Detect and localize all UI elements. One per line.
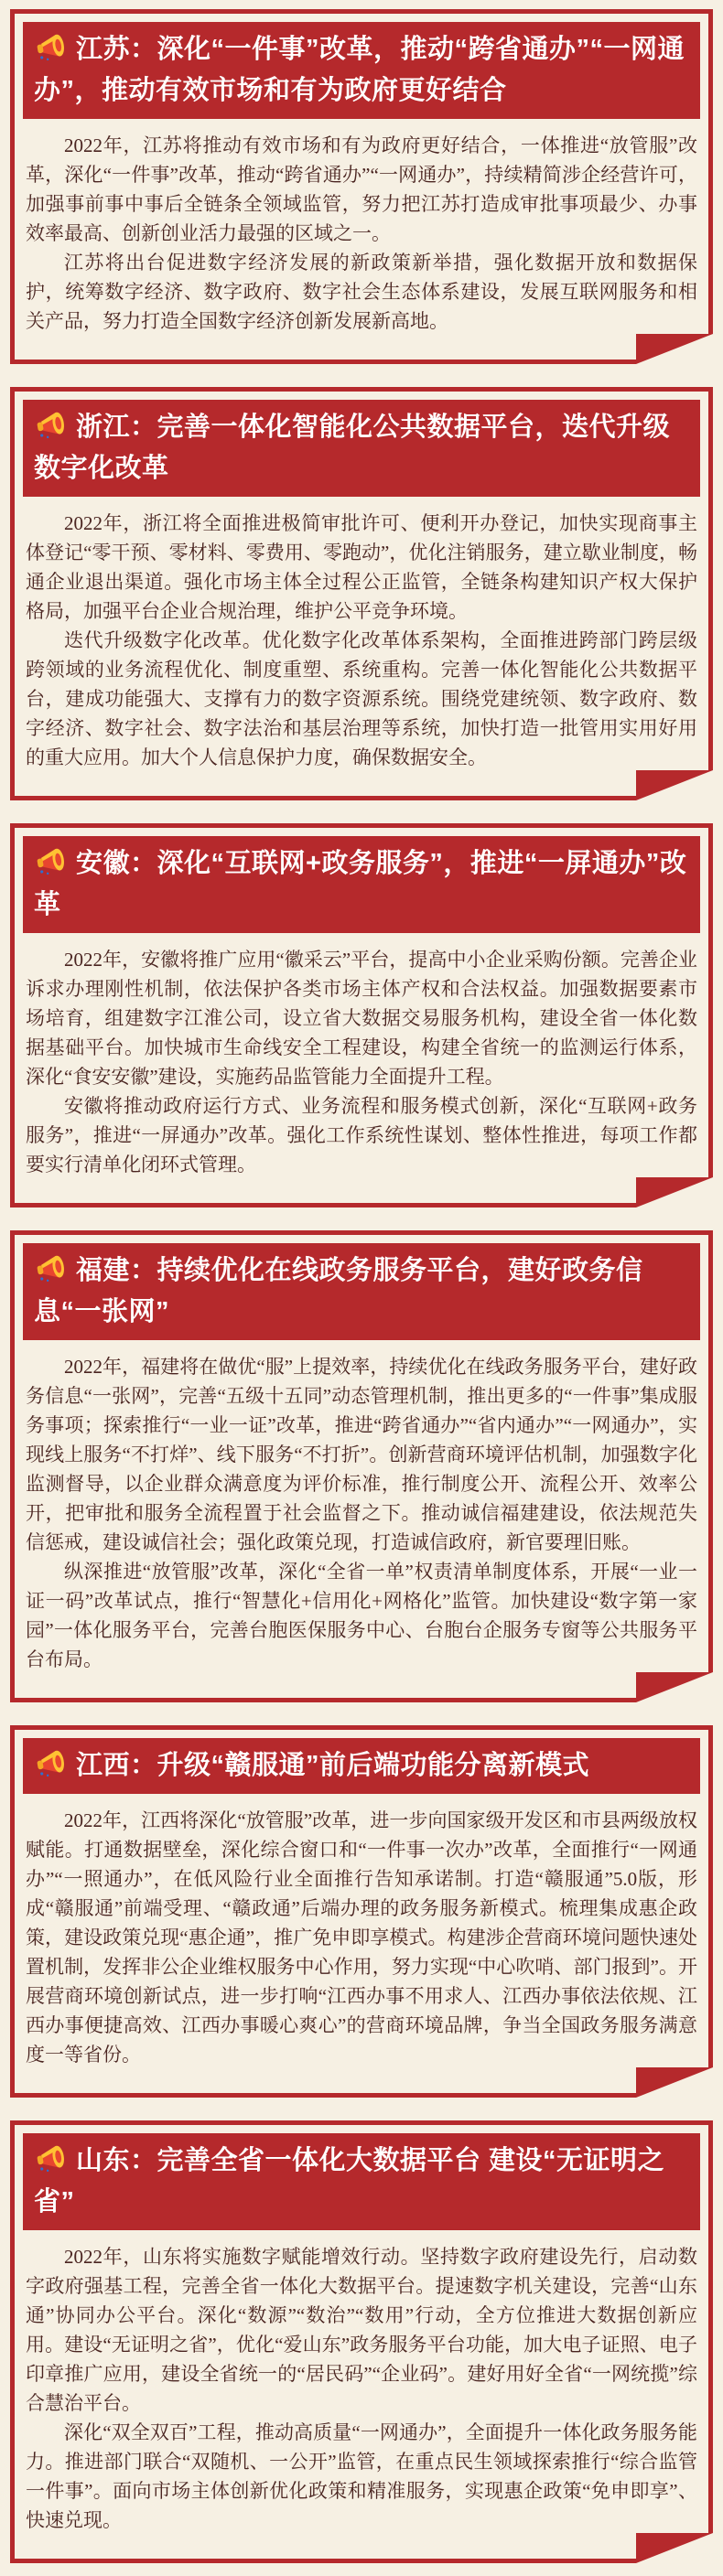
- section-body: [23, 497, 700, 772]
- section-title: 江苏：深化“一件事”改革，推动“跨省通办”“一网通办”，推动有效市场和有为政府更好结合: [34, 35, 685, 105]
- megaphone-icon: [34, 1747, 69, 1780]
- section-body: [23, 2230, 700, 2535]
- section-title: 福建：持续优化在线政务服务平台，建好政务信息“一张网”: [34, 1256, 643, 1326]
- paragraph: 2022年，浙江将全面推进极简审批许可、便利开办登记，加快实现商事主体登记“零干预、零材料、零费用、零跑动”，优化注销服务，建立歇业制度，畅通企业退出渠道。强化市场主体全过程公正监管，全链条构建知识产权大保护格局，加强平台企业合规治理，维护公平竞争环境。: [26, 512, 697, 622]
- section-card-zhejiang: [10, 387, 713, 800]
- section-header: [23, 2133, 700, 2230]
- paragraph: 江苏将出台促进数字经济发展的新政策新举措，强化数据开放和数据保护，统筹数字经济、数字政府、数字社会生态体系建设，发展互联网服务和相关产品，努力打造全国数字经济创新发展新高地。: [26, 252, 697, 332]
- section-card-fujian: [10, 1230, 713, 1702]
- section-card-jiangxi: [10, 1725, 713, 2098]
- section-card-jiangsu: [10, 9, 713, 364]
- section-body: [23, 119, 700, 336]
- folded-corner-decoration: [636, 1177, 713, 1208]
- paragraph: 2022年，江苏将推动有效市场和有为政府更好结合，一体推进“放管服”改革，深化“一件事”改革，推动“跨省通办”“一网通办”，持续精简涉企经营许可，加强事前事中事后全链条全领域监管，努力把江苏打造成审批事项最少、办事效率最高、创新创业活力最强的区域之一。: [26, 134, 697, 244]
- section-header: [23, 400, 700, 497]
- paragraph: 2022年，福建将在做优“服”上提效率，持续优化在线政务服务平台，建好政务信息“一张网”，完善“五级十五同”动态管理机制，推出更多的“一件事”集成服务事项；探索推行“一业一证”改革，推进“跨省通办”“省内通办”“一网通办”，实现线上服务“不打烊”、线下服务“不打折”。创新营商环境评估机制，加强数字化监测督导，以企业群众满意度为评价标准，推行制度公开、流程公开、效率公开，把审批和服务全流程置于社会监督之下。推动诚信福建建设，依法规范失信惩戒，建设诚信社会；强化政策兑现，打造诚信政府，新官要理旧账。: [26, 1356, 697, 1553]
- section-header: [23, 22, 700, 119]
- section-title: 浙江：完善一体化智能化公共数据平台，迭代升级数字化改革: [34, 413, 671, 483]
- megaphone-icon: [34, 845, 69, 878]
- paragraph: 迭代升级数字化改革。优化数字化改革体系架构，全面推进跨部门跨层级跨领域的业务流程优化、制度重塑、系统重构。完善一体化智能化公共数据平台，建成功能强大、支撑有力的数字资源系统。围绕党建统领、数字政府、数字经济、数字社会、数字法治和基层治理等系统，加快打造一批管用实用好用的重大应用。加大个人信息保护力度，确保数据安全。: [26, 629, 697, 768]
- paragraph: 2022年，安徽将推广应用“徽采云”平台，提高中小企业采购份额。完善企业诉求办理刚性机制，依法保护各类市场主体产权和合法权益。加强数据要素市场培育，组建数字江淮公司，设立省大数据交易服务机构，建设全省一体化数据基础平台。加快城市生命线安全工程建设，构建全省统一的监测运行体系，深化“食安安徽”建设，实施药品监管能力全面提升工程。: [26, 949, 697, 1088]
- folded-corner-decoration: [636, 2533, 713, 2563]
- megaphone-icon: [34, 409, 69, 442]
- megaphone-icon: [34, 1252, 69, 1285]
- folded-corner-decoration: [636, 2067, 713, 2098]
- section-header: [23, 836, 700, 933]
- section-header: [23, 1243, 700, 1340]
- section-card-anhui: [10, 823, 713, 1208]
- paragraph: 2022年，江西将深化“放管服”改革，进一步向国家级开发区和市县两级放权赋能。打通数据壁垒，深化综合窗口和“一件事一次办”改革，全面推行“一网通办”“一照通办”，在低风险行业全面推行告知承诺制。打造“赣服通”5.0版，形成“赣服通”前端受理、“赣政通”后端办理的政务服务新模式。梳理集成惠企政策，建设政策兑现“惠企通”，推广免申即享模式。构建涉企营商环境问题快速处置机制，发挥非公企业维权服务中心作用，努力实现“中心吹哨、部门报到”。开展营商环境创新试点，进一步打响“江西办事不用求人、江西办事依法依规、江西办事便捷高效、江西办事暖心爽心”的营商环境品牌，争当全国政务服务满意度一等省份。: [26, 1809, 697, 2066]
- folded-corner-decoration: [636, 770, 713, 800]
- paragraph: 深化“双全双百”工程，推动高质量“一网通办”，全面提升一体化政务服务能力。推进部门联合“双随机、一公开”监管，在重点民生领域探索推行“综合监管一件事”。面向市场主体创新优化政策和精准服务，实现惠企政策“免申即享”、快速兑现。: [26, 2421, 697, 2531]
- paragraph: 安徽将推动政府运行方式、业务流程和服务模式创新，深化“互联网+政务服务”，推进“一屏通办”改革。强化工作系统性谋划、整体性推进，每项工作都要实行清单化闭环式管理。: [26, 1095, 697, 1175]
- section-title: 山东：完善全省一体化大数据平台 建设“无证明之省”: [34, 2146, 665, 2216]
- section-body: [23, 1794, 700, 2069]
- megaphone-icon: [34, 2142, 69, 2175]
- folded-corner-decoration: [636, 1672, 713, 1702]
- paragraph: 纵深推进“放管服”改革，深化“全省一单”权责清单制度体系，开展“一业一证一码”改革试点，推行“智慧化+信用化+网格化”监管。加快建设“数字第一家园”一体化服务平台，完善台胞医保服务中心、台胞台企服务专窗等公共服务平台布局。: [26, 1561, 697, 1670]
- section-card-shandong: [10, 2120, 713, 2563]
- folded-corner-decoration: [636, 334, 713, 364]
- section-body: [23, 933, 700, 1179]
- section-header: [23, 1738, 700, 1794]
- section-title: 江西：升级“赣服通”前后端功能分离新模式: [76, 1751, 590, 1780]
- section-title: 安徽：深化“互联网+政务服务”，推进“一屏通办”改革: [34, 849, 687, 919]
- paragraph: 2022年，山东将实施数字赋能增效行动。坚持数字政府建设先行，启动数字政府强基工程，完善全省一体化大数据平台。提速数字机关建设，完善“山东通”协同办公平台。深化“数源”“数治”“数用”行动，全方位推进大数据创新应用。建设“无证明之省”，优化“爱山东”政务服务平台功能，加大电子证照、电子印章推广应用，建设全省统一的“居民码”“企业码”。建好用好全省“一网统揽”综合慧治平台。: [26, 2246, 697, 2414]
- megaphone-icon: [34, 31, 69, 64]
- section-body: [23, 1340, 700, 1674]
